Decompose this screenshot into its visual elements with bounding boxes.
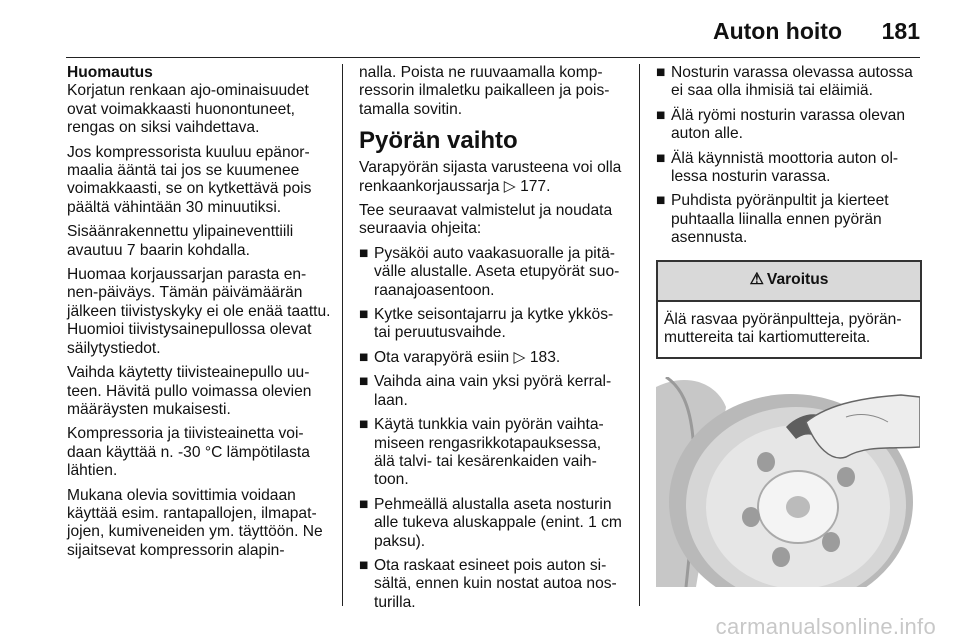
bullet-icon: ■ (359, 556, 369, 574)
warning-header (658, 262, 920, 302)
warning-triangle-icon: ⚠ (749, 271, 764, 289)
bullet-icon: ■ (359, 306, 369, 324)
column-middle (359, 64, 624, 618)
column-divider (342, 64, 343, 606)
bullet-icon: ■ (656, 106, 666, 124)
bullet-icon: ■ (359, 416, 369, 434)
page-title: Auton hoito (712, 18, 842, 44)
list-item: ■ Vaihda aina vain yksi pyörä kerrallaan. (359, 373, 612, 409)
header-rule (66, 57, 920, 58)
wheel-cover-removal-illustration (656, 377, 920, 587)
paragraph: Jos kompressorista kuuluu epänormaalia ääntä tai jos se kuumenee voimakkaasti, se on kytkettävä pois päältä vähintään 30 minuutiksi. (67, 143, 312, 216)
page-header (0, 0, 960, 52)
column-right (656, 64, 922, 587)
list-item: ■ Puhdista pyöränpultit ja kierteet puhtaalla liinalla ennen pyörän asennusta. (656, 192, 889, 247)
instruction-list (359, 245, 624, 612)
section-heading: Pyörän vaihto (359, 127, 518, 155)
watermark: carmanualsonline.info (715, 614, 936, 639)
paragraph: Mukana olevia sovittimia voidaan käyttää esim. rantapallojen, ilmapatjojen, kumiveneiden ym. täyttöön. Ne sijaitsevat kompressorin alapin- (67, 486, 323, 559)
bullet-icon: ■ (359, 373, 369, 391)
list-item: ■ Nosturin varassa olevassa autossa ei saa olla ihmisiä tai eläimiä. (656, 64, 913, 100)
column-left (67, 64, 331, 566)
paragraph: Vaihda käytetty tiivisteainepullo uuteen. Hävitä pullo voimassa olevien määräysten mukaisesti. (67, 364, 312, 418)
list-item: ■ Pehmeällä alustalla aseta nosturin alle tukeva aluskappale (enint. 1 cm paksu). (359, 495, 622, 550)
bullet-icon: ■ (656, 192, 666, 210)
note-label: Huomautus (67, 64, 153, 81)
continuation-text: nalla. Poista ne ruuvaamalla kompressorin ilmaletku paikalleen ja poistamalla sovitin. (359, 64, 610, 118)
paragraph: Kompressoria ja tiivisteainetta voidaan käyttää n. -30 °C lämpötilasta lähtien. (67, 425, 310, 480)
page-number: 181 (881, 18, 920, 44)
warning-title: Varoitus (766, 271, 829, 289)
list-item: ■ Kytke seisontajarru ja kytke ykköstai peruutusvaihde. (359, 306, 614, 342)
prep-text: Tee seuraavat valmistelut ja noudata seuraavia ohjeita: (359, 202, 613, 238)
list-item: ■ Älä ryömi nosturin varassa olevan auton alle. (656, 106, 906, 143)
bullet-icon: ■ (656, 64, 666, 81)
list-item: ■ Pysäköi auto vaakasuoralle ja pitävälle alustalle. Aseta etupyörät suoraanajoasentoon. (359, 244, 620, 299)
list-item: ■ Käytä tunkkia vain pyörän vaihtamiseen rengasrikkotapauksessa, älä talvi- tai kesärenkaiden vaihtoon. (359, 416, 604, 489)
instruction-list (656, 64, 922, 248)
intro-text: Varapyörän sijasta varusteena voi olla renkaankorjaussarja ▷ 177. (359, 159, 622, 195)
list-item: ■ Ota varapyörä esiin ▷ 183. (359, 348, 561, 366)
bullet-icon: ■ (359, 244, 369, 262)
list-item: ■ Älä käynnistä moottoria auton ollessa nosturin varassa. (656, 149, 899, 186)
warning-box (656, 260, 922, 360)
list-item: ■ Ota raskaat esineet pois auton sisältä, ennen kuin nostat autoa nosturilla. (359, 556, 617, 611)
bullet-icon: ■ (359, 348, 369, 366)
bullet-icon: ■ (359, 495, 369, 513)
warning-text: Älä rasvaa pyöränpultteja, pyöränmuttereita tai kartiomuttereita. (664, 310, 902, 347)
paragraph: Korjatun renkaan ajo-ominaisuudet ovat voimakkaasti huonontuneet, rengas on siksi vaihdettava. (67, 82, 309, 137)
paragraph: Huomaa korjaussarjan parasta ennen-päiväys. Tämän päivämäärän jälkeen tiivistyskyky ei ole enää taattu. Huomioi tiivistysainepullossa olevat säilytystiedot. (67, 266, 331, 357)
bullet-icon: ■ (656, 149, 666, 167)
column-divider (639, 64, 640, 606)
paragraph: Sisäänrakennettu ylipaineventtiili avautuu 7 baarin kohdalla. (67, 223, 294, 259)
